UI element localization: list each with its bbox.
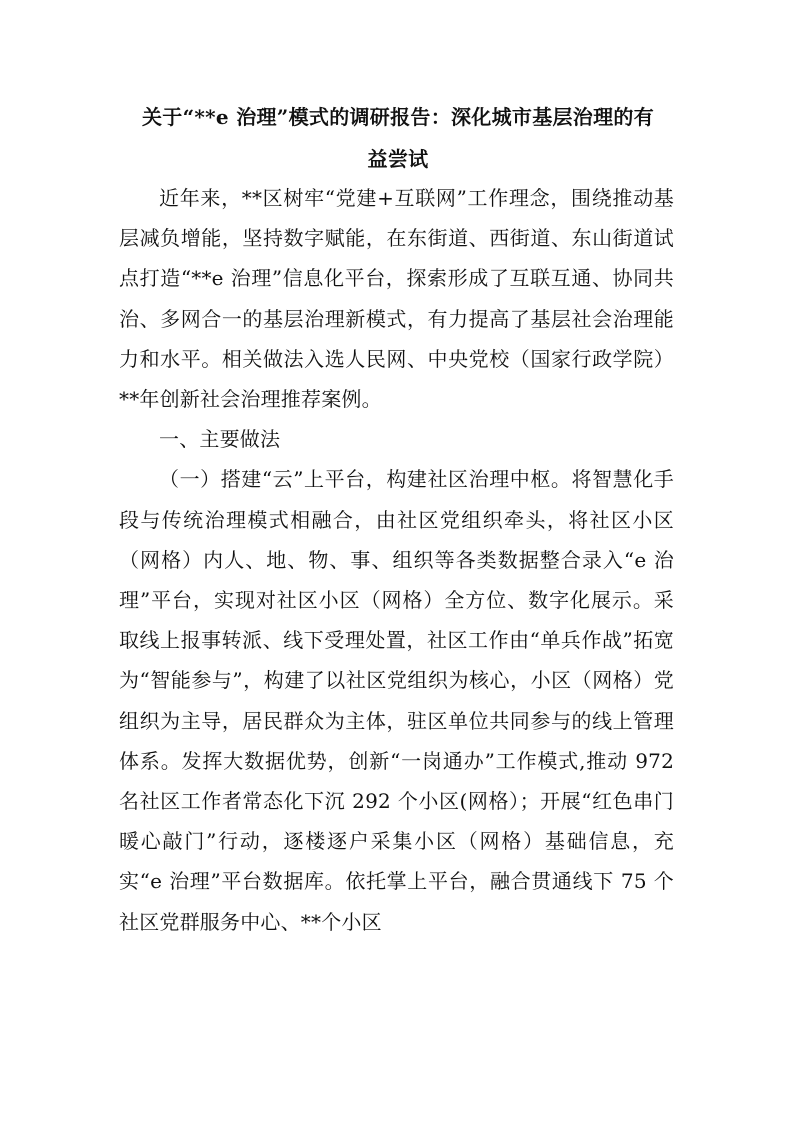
subsection-body-1: 将智慧化手段与传统治理模式相融合，由社区党组织牵头，将社区小区（网格）内人、地、物、事、组织等各类数据整合录入“e 治理”平台，实现对社区小区（网格）全方位、数字化展示。采取线上报事转派、线下受理处置，社区工作由“单兵作战”拓宽为“智能参与”，构建了以社区党组织为核心，小区（网格）党组织为主导，居民群众为主体，驻区单位共同参与的线上管理体系。发挥大数据优势，创新“一岗通办”工作模式,推动 972 名社区工作者常态化下沉 292 个小区(网格）；开展“红色串门 暖心敲门”行动，逐楼逐户采集小区（网格）基础信息，充实“e 治理”平台数据库。依托掌上平台，融合贯通线下 75 个社区党群服务中心、**个小区	[119, 467, 674, 934]
section-heading-main-practices: 一、主要做法	[159, 427, 281, 452]
subsection-heading-1: （一）搭建“云”上平台，构建社区治理中枢。	[159, 467, 572, 492]
document-title-line-1: 关于“**e 治理”模式的调研报告：深化城市基层治理的有	[141, 105, 654, 129]
intro-paragraph: 近年来，**区树牢“党建+互联网”工作理念，围绕推动基层减负增能，坚持数字赋能，在东街道、西街道、东山街道试点打造“**e 治理”信息化平台，探索形成了互联互通、协同共治、多网合一的基层治理新模式，有力提高了基层社会治理能力和水平。相关做法入选人民网、中央党校（国家行政学院）**年创新社会治理推荐案例。	[119, 186, 674, 412]
subsection-paragraph-1	[119, 459, 674, 941]
document-title-line-2: 益尝试	[367, 147, 429, 171]
document-body	[119, 178, 674, 942]
